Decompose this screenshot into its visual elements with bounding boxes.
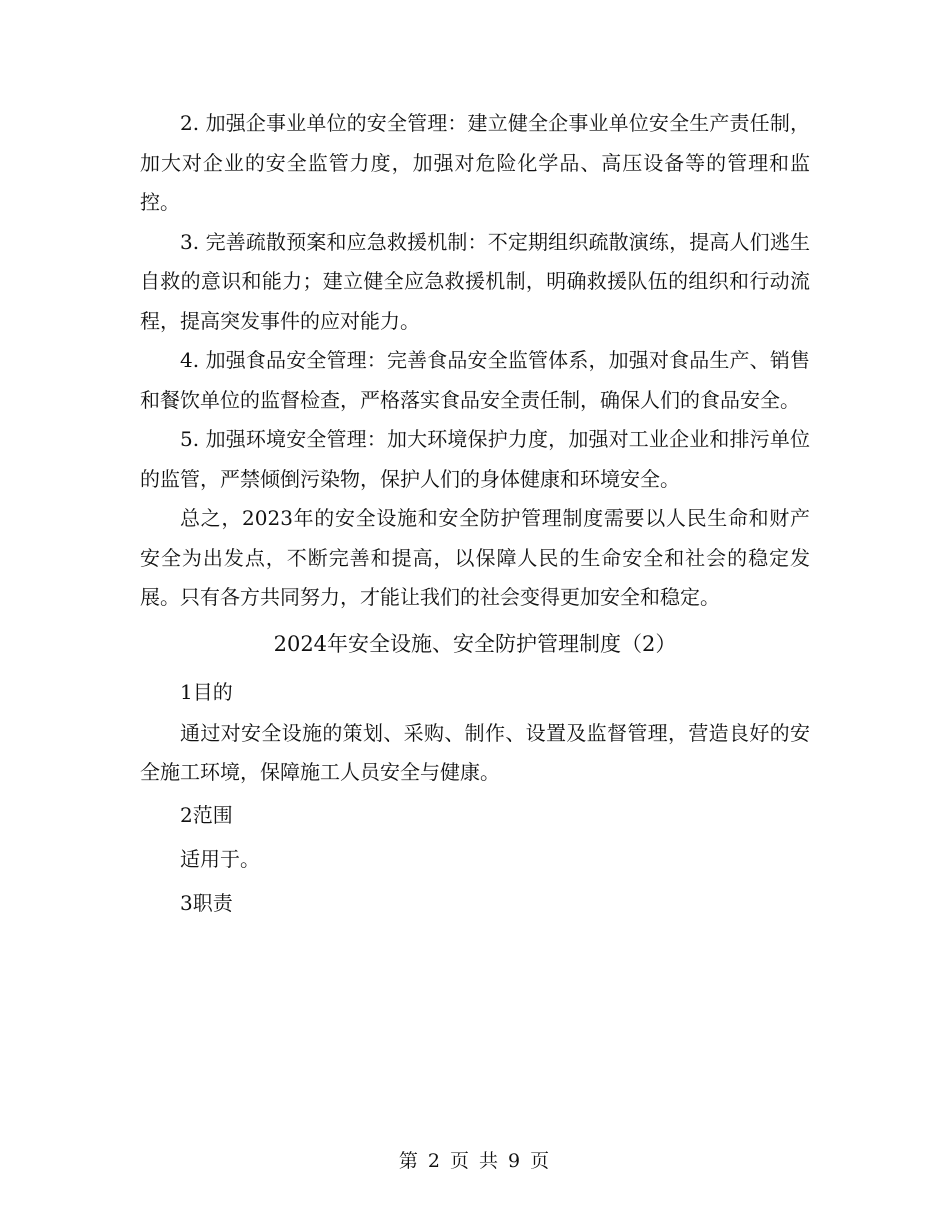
section-3-heading: 3职责 — [180, 890, 233, 915]
section-1-heading: 1目的 — [180, 679, 233, 704]
paragraph-item-5: 5. 加强环境安全管理：加大环境保护力度，加强对工业企业和排污单位的监管，严禁倾倒污染物，保护人们的身体健康和环境安全。 — [140, 427, 810, 491]
summary-paragraph: 总之，2023年的安全设施和安全防护管理制度需要以人民生命和财产安全为出发点，不断完善和提高，以保障人民的生命安全和社会的稳定发展。只有各方共同努力，才能让我们的社会变得更加安全和稳定。 — [140, 506, 810, 609]
paragraph-item-2: 2. 加强企事业单位的安全管理：建立健全企事业单位安全生产责任制，加大对企业的安全监管力度，加强对危险化学品、高压设备等的管理和监控。 — [140, 111, 810, 214]
paragraph-item-4: 4. 加强食品安全管理：完善食品安全监管体系，加强对食品生产、销售和餐饮单位的监督检查，严格落实食品安全责任制，确保人们的食品安全。 — [140, 348, 810, 412]
section-1-text: 通过对安全设施的策划、采购、制作、设置及监督管理，营造良好的安全施工环境，保障施工人员安全与健康。 — [140, 720, 810, 784]
section-title: 2024年安全设施、安全防护管理制度（2） — [273, 631, 677, 656]
document-body — [140, 104, 810, 925]
paragraph-item-3: 3. 完善疏散预案和应急救援机制：不定期组织疏散演练，提高人们逃生自救的意识和能力；建立健全应急救援机制，明确救援队伍的组织和行动流程，提高突发事件的应对能力。 — [140, 229, 810, 333]
section-2-text: 适用于。 — [180, 846, 260, 871]
page-number-footer: 第 2 页 共 9 页 — [398, 1150, 552, 1172]
section-2-heading: 2范围 — [180, 802, 233, 827]
